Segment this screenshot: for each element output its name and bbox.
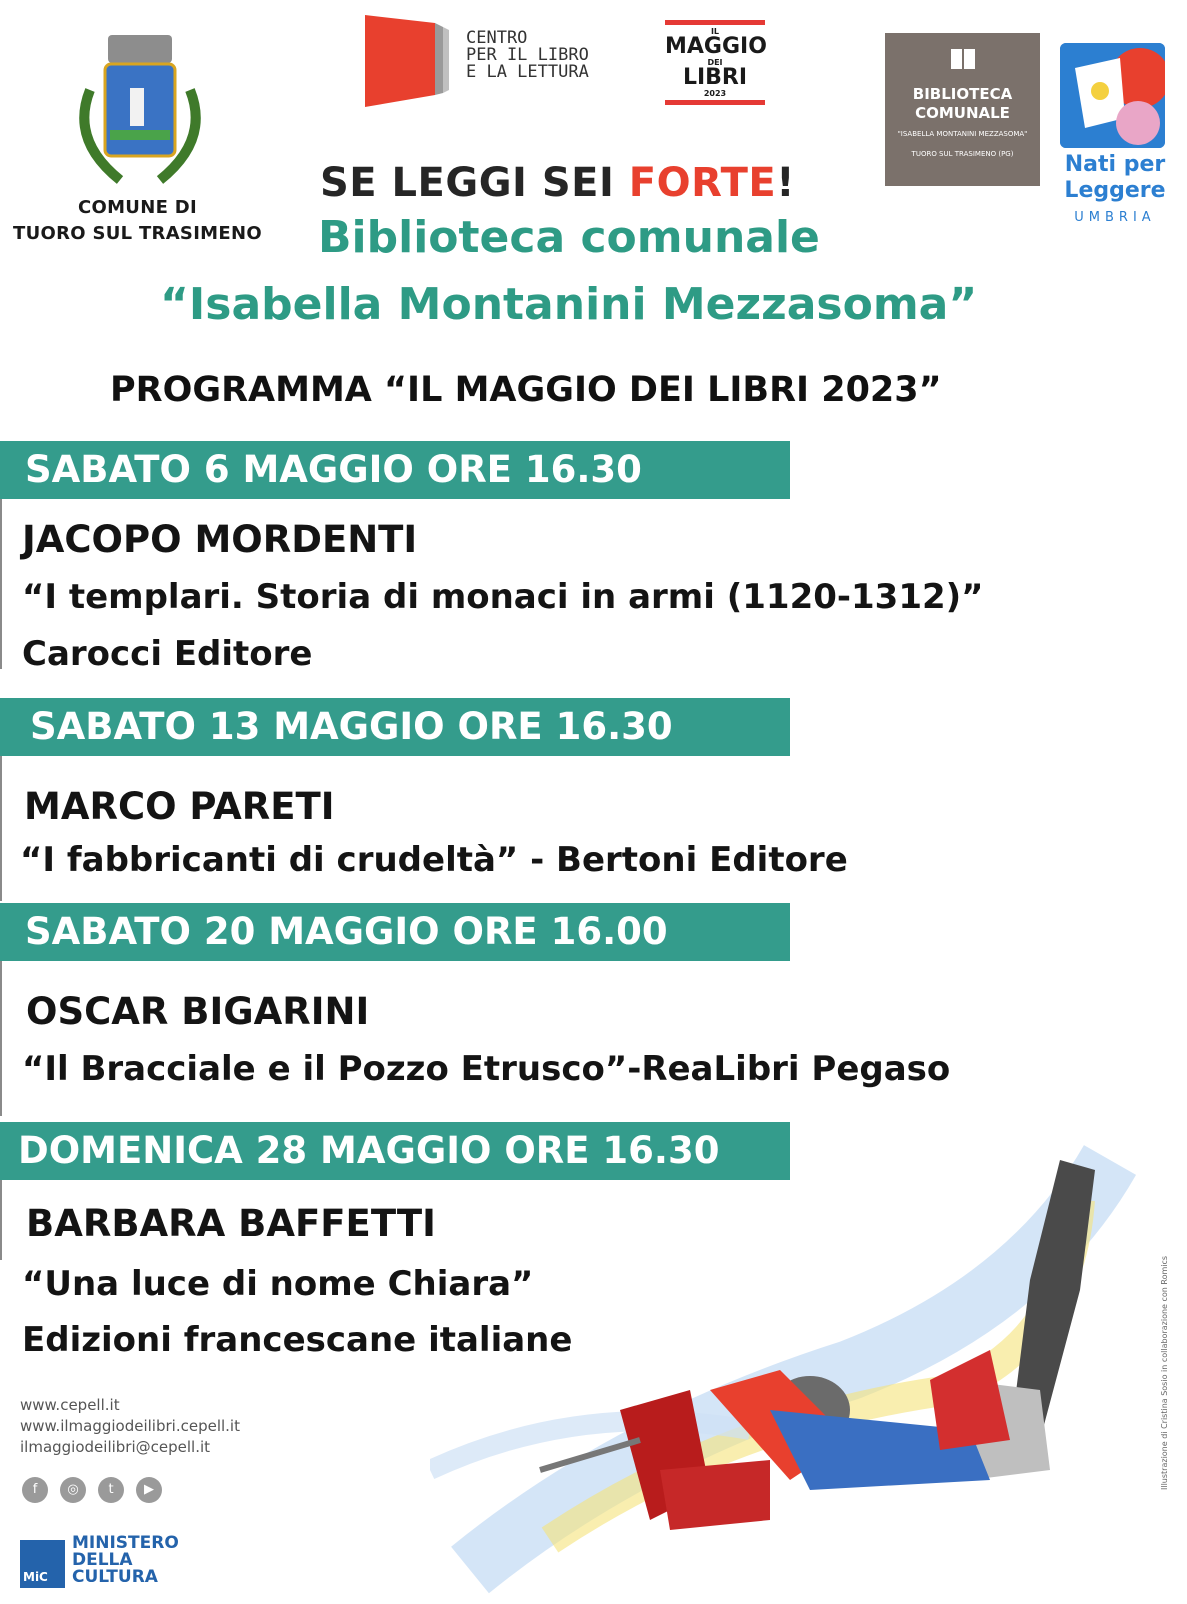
maggio-logo-top: IL <box>710 27 720 36</box>
npl-line2: Leggere <box>1064 178 1166 203</box>
ministero-cultura-text <box>72 1535 179 1586</box>
npl-line1: Nati per <box>1064 152 1166 177</box>
library-name: “Isabella Montanini Mezzasoma” <box>160 279 978 330</box>
cepell-line1: CENTRO <box>466 28 528 48</box>
event-author: MARCO PARETI <box>24 785 335 828</box>
program-title: PROGRAMMA “IL MAGGIO DEI LIBRI 2023” <box>110 370 942 410</box>
knight-reading-illustration <box>430 1140 1150 1600</box>
maggio-logo-mid: DEI <box>707 58 723 67</box>
cepell-link[interactable]: www.cepell.it <box>20 1396 120 1414</box>
biblioteca-comunale-logo <box>885 33 1040 186</box>
maggio-logo-word1: MAGGIO <box>665 34 767 59</box>
event-book-title: “Il Bracciale e il Pozzo Etrusco”-ReaLibri Pegaso <box>22 1049 951 1089</box>
cepell-book-icon <box>365 15 465 110</box>
slogan-end: ! <box>776 160 795 206</box>
youtube-icon[interactable]: ▶ <box>136 1477 162 1503</box>
event-date-band: SABATO 20 MAGGIO ORE 16.00 <box>0 903 790 961</box>
cepell-line3: E LA LETTURA <box>466 62 589 82</box>
maggio-dei-libri-logo <box>665 18 765 108</box>
event-book-title: “Una luce di nome Chiara” <box>22 1264 534 1304</box>
event-divider-line <box>0 961 2 1116</box>
comune-name-line1: COMUNE DI <box>77 197 197 218</box>
slogan-start: SE LEGGI SEI <box>320 160 629 206</box>
email-link[interactable]: ilmaggiodeilibri@cepell.it <box>20 1438 211 1456</box>
biblio-logo-line1: BIBLIOTECA <box>912 85 1013 103</box>
mic-badge: MiC <box>23 1570 48 1584</box>
illustration-credit: Illustrazione di Cristina Sosio in collaborazione con Romics <box>1160 1255 1169 1490</box>
event-date-band: SABATO 13 MAGGIO ORE 16.30 <box>0 698 790 756</box>
event-divider-line <box>0 499 2 669</box>
event-author: OSCAR BIGARINI <box>26 990 370 1033</box>
biblio-logo-line2: COMUNALE <box>915 104 1010 122</box>
event-publisher: Carocci Editore <box>22 634 313 674</box>
mic-line1: MINISTERO <box>72 1533 179 1553</box>
cepell-logo-text <box>466 30 589 81</box>
event-book-title: “I templari. Storia di monaci in armi (1120-1312)” <box>22 577 984 617</box>
cepell-line2: PER IL LIBRO <box>466 45 589 65</box>
biblio-logo-line4: TUORO SUL TRASIMENO (PG) <box>911 150 1014 158</box>
maggio-link[interactable]: www.ilmaggiodeilibri.cepell.it <box>20 1417 240 1435</box>
mic-line2: DELLA <box>72 1550 133 1570</box>
event-divider-line <box>0 756 2 901</box>
maggio-logo-word2: LIBRI <box>682 65 748 90</box>
twitter-icon[interactable]: t <box>98 1477 124 1503</box>
maggio-logo-year: 2023 <box>703 89 727 98</box>
social-icons <box>22 1477 174 1503</box>
slogan <box>320 160 795 206</box>
facebook-icon[interactable]: f <box>22 1477 48 1503</box>
footer-links <box>20 1395 240 1458</box>
comune-name <box>10 195 265 247</box>
library-title: Biblioteca comunale <box>318 212 820 263</box>
biblio-logo-title <box>885 85 1040 123</box>
biblio-logo-line3: "ISABELLA MONTANINI MEZZASOMA" <box>897 130 1028 138</box>
nati-per-leggere-text <box>1050 152 1180 204</box>
event-date-band: DOMENICA 28 MAGGIO ORE 16.30 <box>0 1122 790 1180</box>
instagram-icon[interactable]: ◎ <box>60 1477 86 1503</box>
ministero-cultura-icon <box>20 1540 65 1588</box>
mic-line3: CULTURA <box>72 1567 158 1587</box>
comune-crest-logo <box>60 30 220 190</box>
event-book-title: “I fabbricanti di crudeltà” - Bertoni Editore <box>20 840 848 880</box>
library-book-icon <box>948 45 978 73</box>
slogan-highlight: FORTE <box>628 160 777 206</box>
event-author: JACOPO MORDENTI <box>22 518 418 561</box>
nati-per-leggere-reading-child-icon <box>1060 43 1165 148</box>
event-divider-line <box>0 1180 2 1260</box>
event-date-band: SABATO 6 MAGGIO ORE 16.30 <box>0 441 790 499</box>
npl-region: UMBRIA <box>1074 210 1156 225</box>
comune-name-line2: TUORO SUL TRASIMENO <box>13 223 262 244</box>
event-publisher: Edizioni francescane italiane <box>22 1320 573 1360</box>
event-author: BARBARA BAFFETTI <box>26 1202 436 1245</box>
